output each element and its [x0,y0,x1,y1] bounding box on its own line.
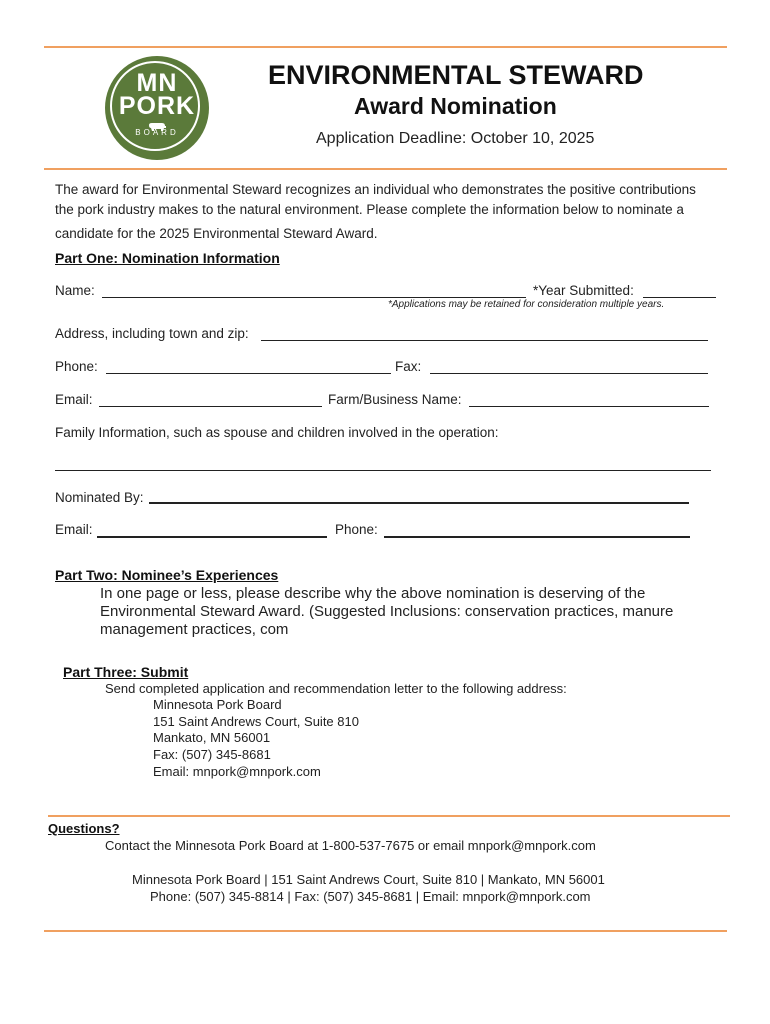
phone-label: Phone: [55,359,98,374]
address-line-city: Mankato, MN 56001 [153,730,271,745]
footer-line-2: Phone: (507) 345-8814 | Fax: (507) 345-8681 | Email: mnpork@mnpork.com [150,889,591,904]
part-two-line-3: management practices, com [100,621,289,638]
logo-text-pork: PORK [118,92,196,120]
address-line-street: 151 Saint Andrews Court, Suite 810 [153,714,359,729]
part-two-line-2: Environmental Steward Award. (Suggested Inclusions: conservation practices, manure [100,603,674,620]
nominator-phone-field[interactable] [384,536,690,538]
application-deadline: Application Deadline: October 10, 2025 [316,130,595,147]
email-label: Email: [55,392,93,407]
name-label: Name: [55,283,95,298]
part-two-line-1: In one page or less, please describe why the above nomination is deserving of the [100,585,646,602]
submit-instruction: Send completed application and recommendation letter to the following address: [105,681,567,696]
year-submitted-label: *Year Submitted: [533,283,634,298]
nominated-by-field[interactable] [149,502,689,504]
part-three-heading: Part Three: Submit [63,664,189,680]
year-submitted-field[interactable] [643,297,716,298]
header-divider [44,168,727,170]
questions-contact-text: Contact the Minnesota Pork Board at 1-800-537-7675 or email mnpork@mnpork.com [105,838,596,853]
name-field[interactable] [102,297,526,298]
address-line-email: Email: mnpork@mnpork.com [153,764,321,779]
nominator-email-label: Email: [55,522,93,537]
address-field[interactable] [261,340,708,341]
family-info-field[interactable] [55,470,711,471]
farm-business-label: Farm/Business Name: [328,392,462,407]
top-divider [44,46,727,48]
intro-line-1: The award for Environmental Steward recognizes an individual who demonstrates the positive contributions [55,182,696,197]
part-one-heading: Part One: Nomination Information [55,250,280,266]
phone-field[interactable] [106,373,391,374]
mn-pork-board-logo [105,56,209,160]
farm-business-field[interactable] [469,406,709,407]
address-line-org: Minnesota Pork Board [153,697,282,712]
address-label: Address, including town and zip: [55,326,249,341]
intro-line-2: the pork industry makes to the natural environment. Please complete the information below to nominate a [55,202,684,217]
address-line-fax: Fax: (507) 345-8681 [153,747,271,762]
year-note: *Applications may be retained for consideration multiple years. [388,299,665,310]
logo-text-board: BOARD [135,128,179,137]
fax-field[interactable] [430,373,708,374]
nominator-phone-label: Phone: [335,522,378,537]
part-two-heading: Part Two: Nominee’s Experiences [55,567,279,583]
family-info-label: Family Information, such as spouse and children involved in the operation: [55,425,499,440]
bottom-divider [44,930,727,932]
nominated-by-label: Nominated By: [55,490,144,505]
page-subtitle: Award Nomination [354,93,557,119]
questions-heading: Questions? [48,821,120,836]
page-title: ENVIRONMENTAL STEWARD [268,60,644,90]
footer-line-1: Minnesota Pork Board | 151 Saint Andrews Court, Suite 810 | Mankato, MN 56001 [132,872,605,887]
intro-line-3: candidate for the 2025 Environmental Steward Award. [55,226,378,241]
email-field[interactable] [99,406,322,407]
logo-text-mn: MN [136,69,178,97]
fax-label: Fax: [395,359,422,374]
nominator-email-field[interactable] [97,536,327,538]
questions-divider [48,815,730,817]
